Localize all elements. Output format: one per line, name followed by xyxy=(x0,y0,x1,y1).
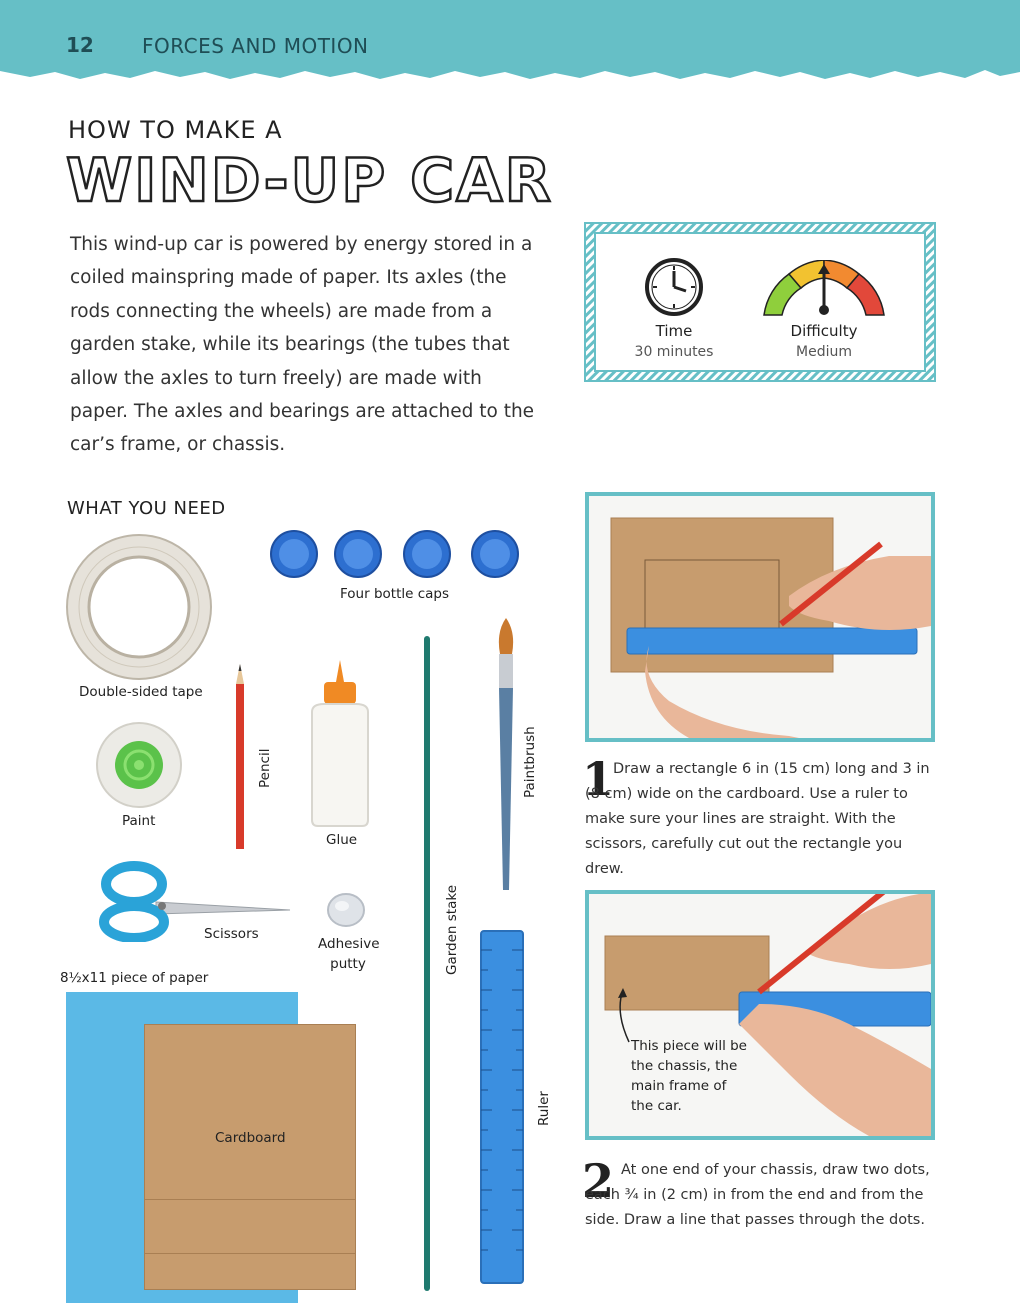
step-2-text: At one end of your chassis, draw two dots, each ¾ in (2 cm) in from the end and from the side. Draw a line that passes through the dots. xyxy=(585,1162,930,1228)
step-2-photo xyxy=(585,890,935,1140)
clock-icon xyxy=(644,257,704,317)
pencil-label: Pencil xyxy=(257,748,273,788)
ruler-image xyxy=(480,930,524,1284)
cardboard-label: Cardboard xyxy=(215,1130,286,1146)
materials-heading: WHAT YOU NEED xyxy=(67,498,226,519)
tape-label: Double-sided tape xyxy=(79,684,203,700)
time-value: 30 minutes xyxy=(634,344,714,360)
paintbrush-label: Paintbrush xyxy=(522,726,538,798)
step-2-number: 2 xyxy=(582,1154,615,1208)
scissors-image xyxy=(96,860,292,942)
step-1-text: Draw a rectangle 6 in (15 cm) long and 3 in (8 cm) wide on the cardboard. Use a ruler to make sure your lines are straight. With the scissors, carefully cut out the rectangle you drew. xyxy=(585,761,930,877)
page-title: WIND-UP CAR xyxy=(66,146,553,216)
glue-label: Glue xyxy=(326,832,358,848)
putty-image xyxy=(326,892,366,928)
paper-label: 8½x11 piece of paper xyxy=(60,970,209,986)
garden-stake-image xyxy=(424,636,430,1291)
glue-image xyxy=(300,660,380,828)
garden-stake-label: Garden stake xyxy=(444,884,460,975)
difficulty-value: Medium xyxy=(796,344,852,360)
step-1-number: 1 xyxy=(582,752,615,806)
title-kicker: HOW TO MAKE A xyxy=(68,116,283,144)
info-box xyxy=(584,222,936,382)
section-title: FORCES AND MOTION xyxy=(142,34,369,58)
bottle-caps-image xyxy=(270,528,520,580)
gauge-icon xyxy=(759,260,889,320)
time-label: Time xyxy=(655,322,693,340)
scissors-label: Scissors xyxy=(204,926,259,942)
intro-paragraph: This wind-up car is powered by energy stored in a coiled mainspring made of paper. Its axles (the rods connecting the wheels) are made from a garden stake, while its bearings (the tubes that allow the axles to turn freely) are made with paper. The axles and bearings are attached to the car’s frame, or chassis. xyxy=(70,234,535,456)
paintbrush-image xyxy=(494,618,518,890)
difficulty-label: Difficulty xyxy=(790,322,858,340)
tape-image xyxy=(64,532,214,682)
step-1-illustration xyxy=(589,496,931,738)
step-2-callout: This piece will be the chassis, the main frame of the car. xyxy=(631,1038,747,1114)
putty-label: Adhesive putty xyxy=(318,936,380,972)
bottle-caps-label: Four bottle caps xyxy=(340,586,450,602)
ruler-label: Ruler xyxy=(536,1091,552,1126)
step-1-photo xyxy=(585,492,935,742)
cardboard-image xyxy=(144,1024,356,1290)
paint-label: Paint xyxy=(122,813,156,829)
page-number: 12 xyxy=(66,33,94,57)
paint-image xyxy=(94,720,184,810)
pencil-image xyxy=(233,664,247,849)
